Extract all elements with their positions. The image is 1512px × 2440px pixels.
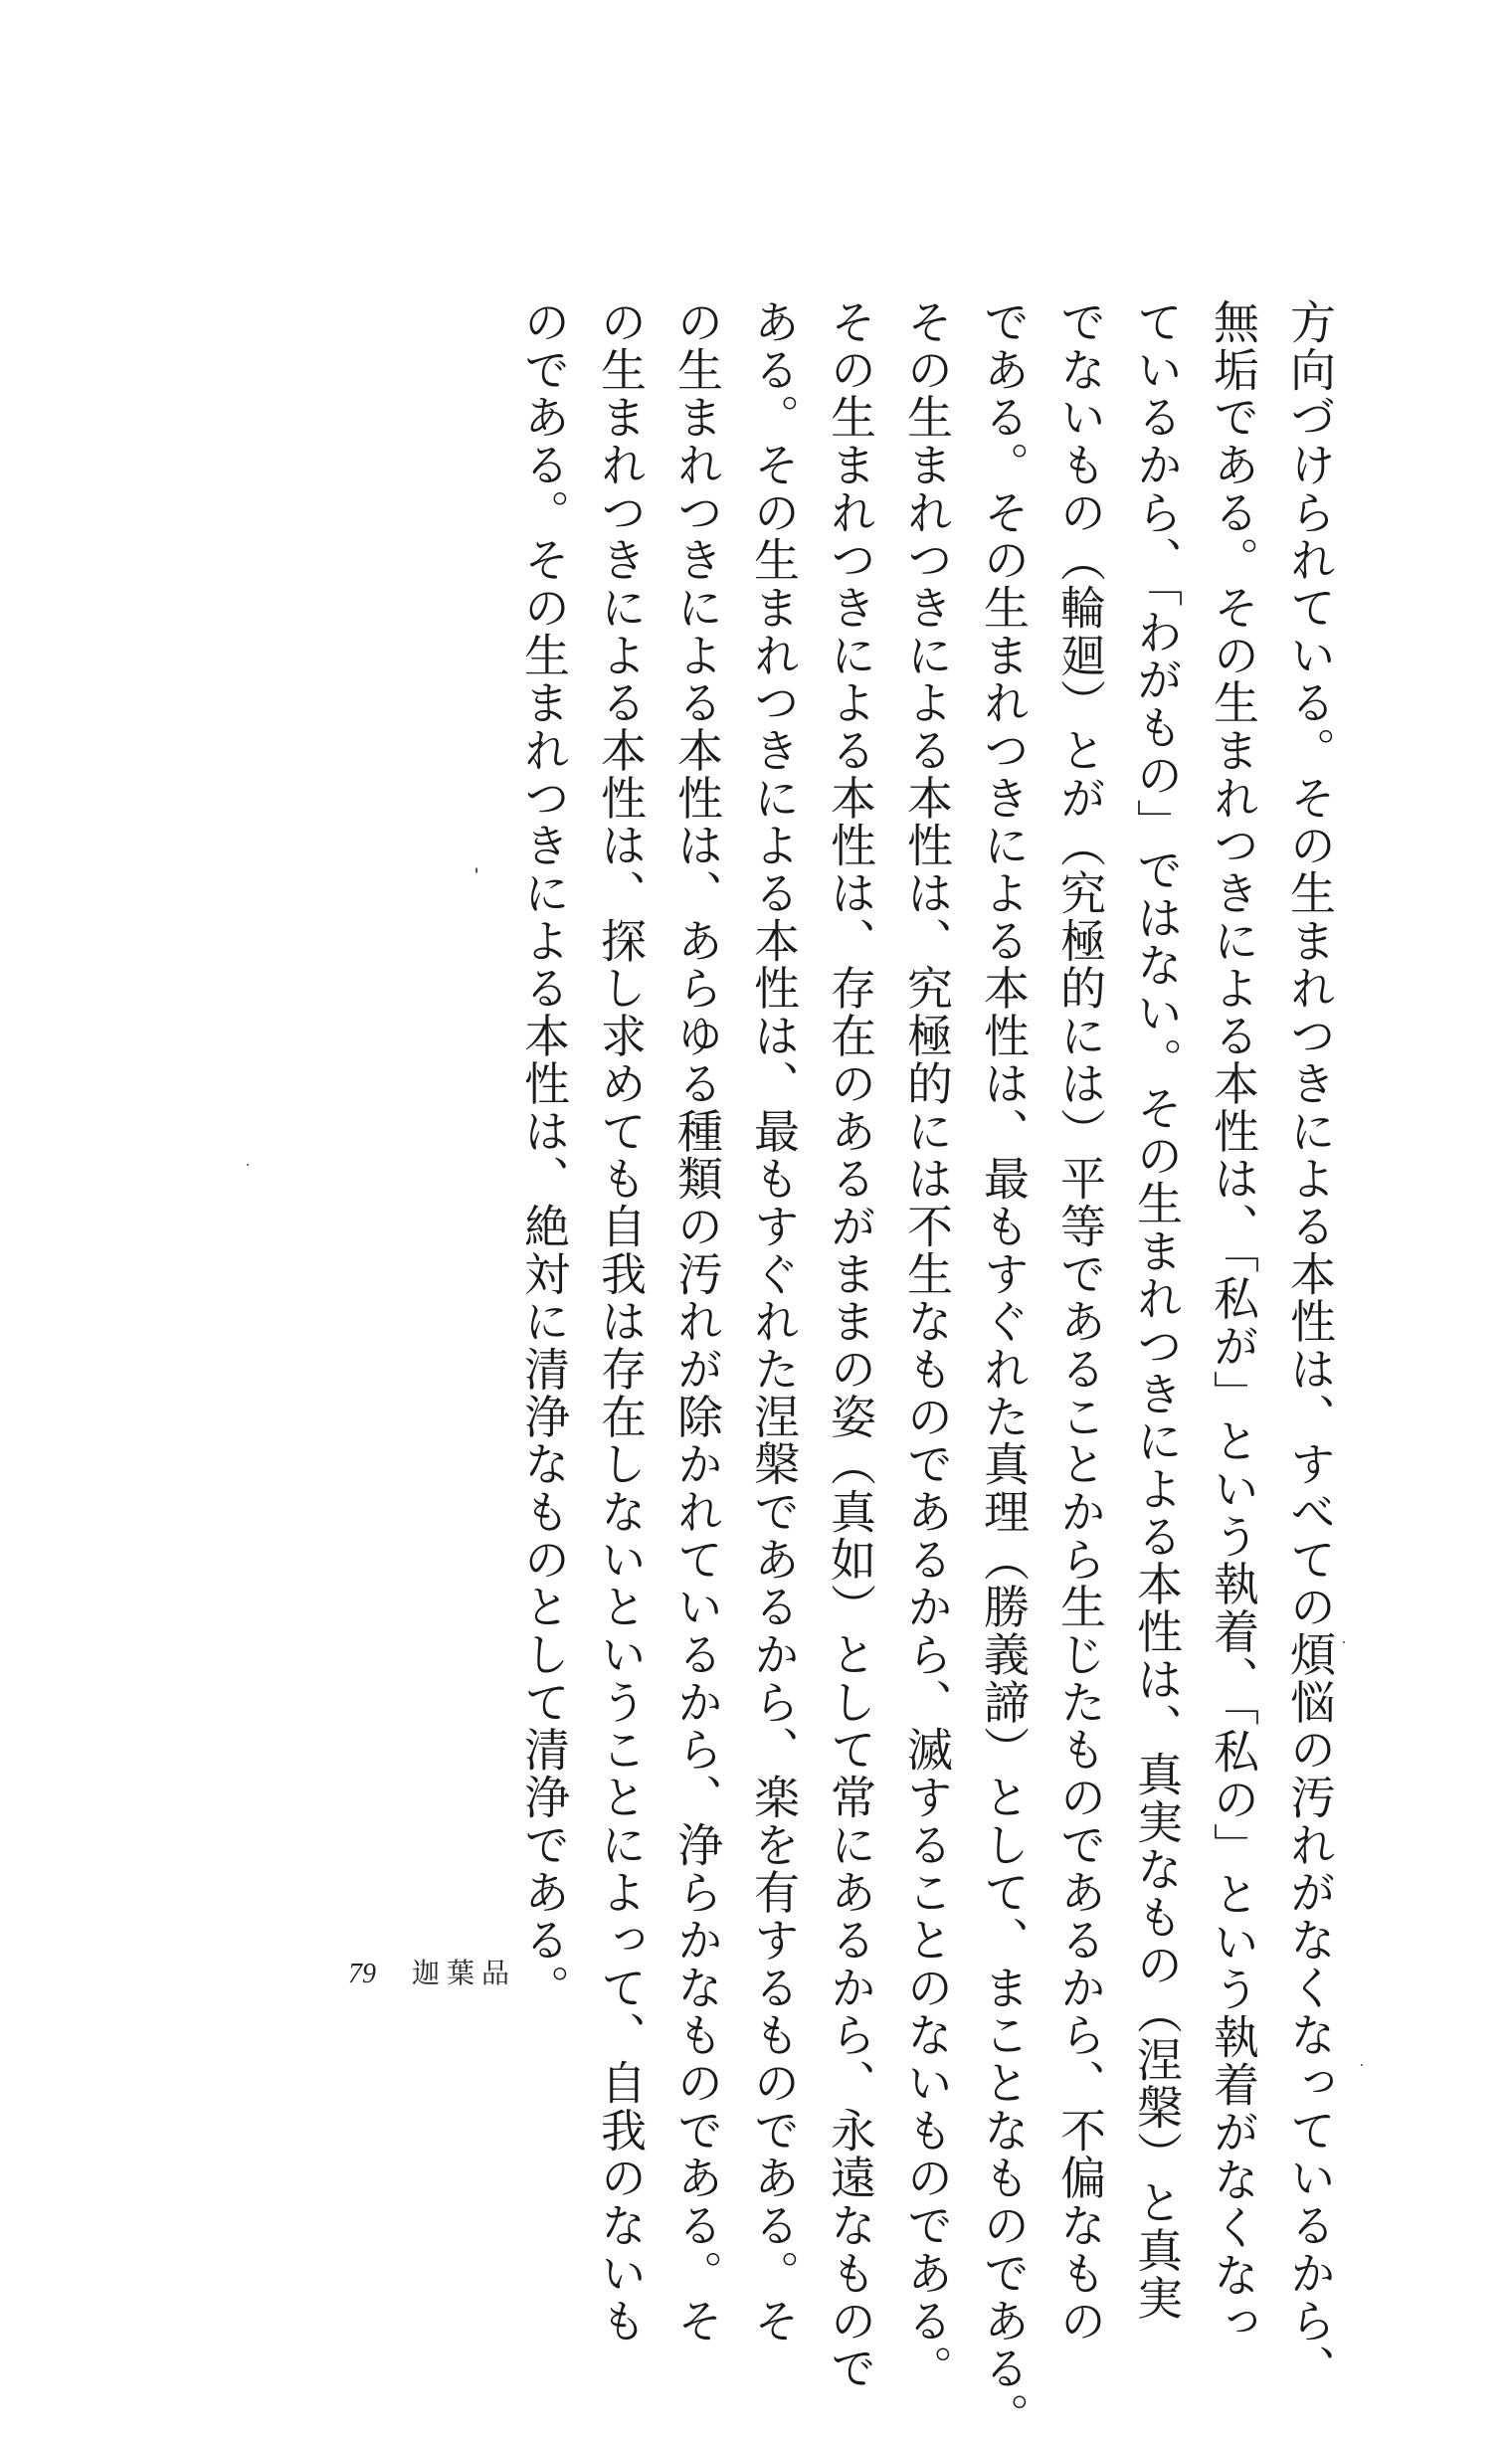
text-line: である。その生まれつきによる本性は、最もすぐれた真理（勝義諦）として、まことなものである。	[977, 298, 1031, 2440]
text-line: でないもの（輪廻）とが（究極的には）平等であることから生じたものであるから、不偏なもの	[1053, 298, 1107, 2346]
text-line: のである。その生まれつきによる本性は、絶対に清浄なものとして清浄である。	[517, 298, 571, 2012]
text-line: その生まれつきによる本性は、究極的には不生なものであるから、滅することのないものである。	[900, 298, 954, 2392]
scan-speck	[247, 1164, 249, 1166]
text-line: の生まれつきによる本性は、探し求めても自我は存在しないということによって、自我のないも	[594, 298, 648, 2346]
text-line: その生まれつきによる本性は、存在のあるがままの姿（真如）として常にあるから、永遠なもので	[824, 298, 877, 2392]
text-line: 無垢である。その生まれつきによる本性は、「私が」という執着、「私の」という執着がなくなっ	[1207, 298, 1260, 2346]
running-chapter-title: 迦葉品	[412, 1957, 517, 1989]
vertical-body-text	[505, 298, 1348, 2440]
page-footer	[348, 1952, 516, 1991]
scan-speck	[475, 867, 477, 873]
page-number: 79	[348, 1959, 376, 1989]
text-line: ある。その生まれつきによる本性は、最もすぐれた涅槃であるから、楽を有するものである。そ	[747, 298, 801, 2346]
text-line: ているから、「わがもの」ではない。その生まれつきによる本性は、真実なもの（涅槃）と真実	[1130, 298, 1184, 2323]
scan-speck	[1361, 2064, 1363, 2066]
scan-speck	[1343, 1641, 1345, 1643]
text-line: 方向づけられている。その生まれつきによる本性は、すべての煩悩の汚れがなくなっているから、	[1283, 298, 1337, 2392]
text-line: の生まれつきによる本性は、あらゆる種類の汚れが除かれているから、浄らかなものである。そ	[670, 298, 724, 2346]
